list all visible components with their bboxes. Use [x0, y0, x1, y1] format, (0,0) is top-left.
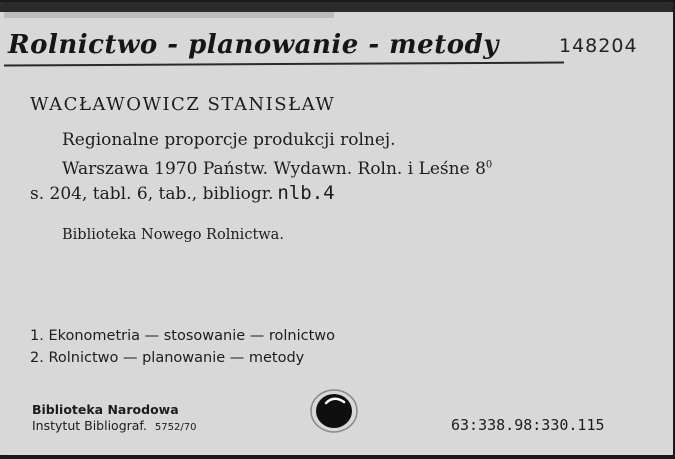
- catalog-card: [0, 2, 673, 457]
- heading-underline: [4, 62, 564, 67]
- subject-tracing-2: 2. Rolnictwo — planowanie — metody: [30, 350, 305, 366]
- printed-rule: [4, 12, 334, 18]
- series-note: Biblioteka Nowego Rolnictwa.: [62, 227, 284, 243]
- card-top-edge: [0, 2, 673, 12]
- card-print-code: 5752/70: [154, 422, 197, 433]
- collation-text: s. 204, tabl. 6, tab., bibliogr.: [30, 184, 274, 204]
- handwritten-subject-heading: Rolnictwo - planowanie - metody: [8, 30, 499, 60]
- institution-department: Instytut Bibliograf.: [32, 418, 147, 433]
- subject-heading: [4, 30, 564, 72]
- nlb-stamp: nlb.4: [277, 182, 335, 204]
- institution-subline: [32, 418, 196, 433]
- imprint-text: Warszawa 1970 Państw. Wydawn. Roln. i Leśne 8: [62, 159, 486, 179]
- imprint-line: [62, 159, 492, 179]
- collation-line: [30, 182, 335, 204]
- punch-hole-icon: [308, 386, 360, 434]
- scan-bottom-edge: [0, 455, 675, 459]
- subject-tracings: [30, 325, 335, 369]
- classification-number: 63:338.98:330.115: [451, 416, 605, 434]
- institution-name: Biblioteka Narodowa: [32, 402, 179, 417]
- title-line: Regionalne proporcje produkcji rolnej.: [62, 130, 396, 150]
- format-superscript: 0: [485, 159, 493, 171]
- subject-tracing-1: 1. Ekonometria — stosowanie — rolnictwo: [30, 328, 336, 344]
- author-name: WACŁAWOWICZ STANISŁAW: [30, 94, 336, 115]
- accession-number: 148204: [559, 35, 638, 57]
